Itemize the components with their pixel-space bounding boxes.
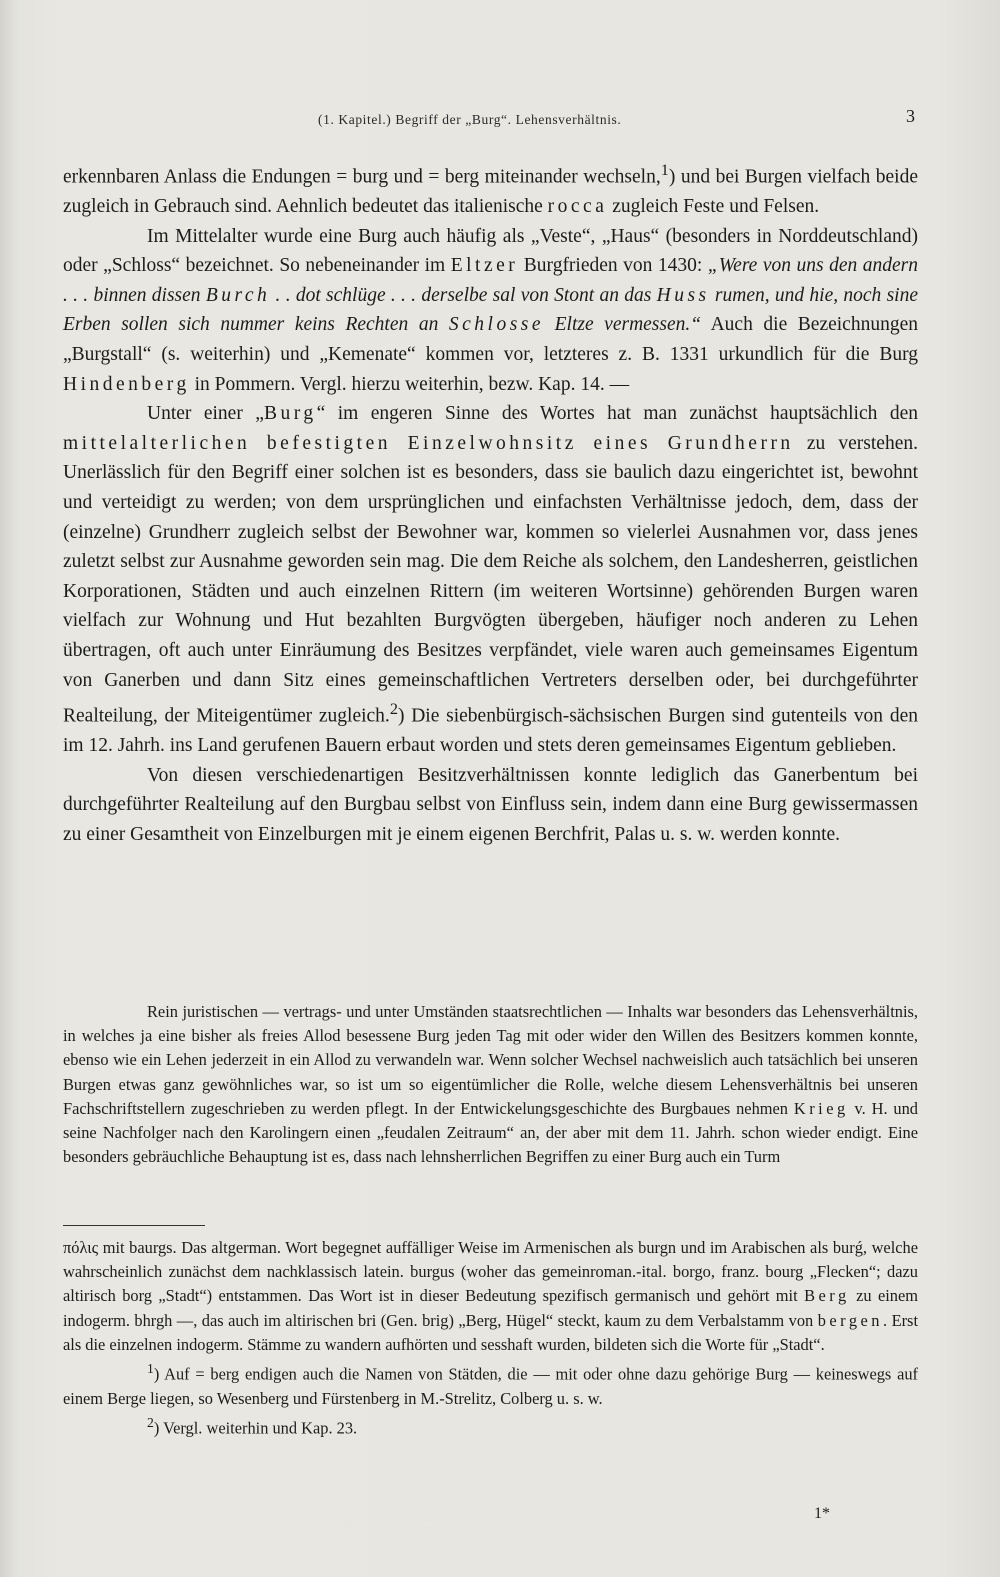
spaced-word: Schlosse bbox=[448, 314, 545, 336]
main-text bbox=[63, 156, 918, 850]
paragraph: Im Mittelalter wurde eine Burg auch häufig als „Veste“, „Haus“ (besonders in Norddeutschland) oder „Schloss“ bezeichnet. So nebeneinander im Eltzer Burgfrieden von 1430: „Were von uns den andern . . . binnen dissen Burch . . dot schlüge . . . derselbe sal von Stont an das Huss rumen, und hie, noch sine Erben sollen sich nummer keins Rechten an Schlosse Eltze vermessen.“ Auch die Bezeichnungen „Burgstall“ (s. weiterhin) und „Kemenate“ kommen vor, letzteres z. B. 1331 urkundlich für die Burg Hindenberg in Pommern. Vergl. hierzu weiterhin, bezw. Kap. 14. — bbox=[63, 225, 919, 395]
quotation: Eltze vermessen.“ bbox=[544, 314, 702, 336]
footnote-marker: 1 bbox=[147, 1361, 154, 1377]
paragraph: Unter einer „Burg“ im engeren Sinne des Wortes hat man zunächst hauptsächlich den mittelalterlichen befestigten Einzelwohnsitz eines Grundherrn zu verstehen. Unerlässlich für den Begriff einer solchen ist es besonders, dass sie baulich dazu eingerichtet ist, bewohnt und verteidigt zu werden; von dem ursprünglichen und einfachsten Verhältnisse jedoch, dem, dass der (einzelne) Grundherr zugleich selbst der Bewohner war, kommen so vielerlei Ausnahmen vor, dass jenes zuletzt selbst zur Ausnahme geworden sein mag. Die dem Reiche als solchem, den Landesherren, geistlichen Korporationen, Städten und auch einzelnen Rittern (im weiteren Wortsinne) gehörenden Burgen waren vielfach zur Wohnung und Hut bezahlten Burgvögten übergeben, häufiger noch anderen zu Lehen übertragen, oft auch unter Einräumung des Besitzes verpfändet, viele waren auch gemeinsames Eigentum von Ganerben und dann Sitz eines gemeinschaftlichen Vertreters derselben oder, bei durchgeführter Realteilung, der Miteigentümer zugleich.$^2$) Die siebenbürgisch-sächsischen Burgen sind gutenteils von den im 12. Jahrh. ins Land gerufenen Bauern erbaut worden und stets deren gemeinsames Eigentum geblieben. bbox=[63, 403, 918, 757]
footnote-2: $^2$) Vergl. weiterhin und Kap. 23. bbox=[147, 1414, 358, 1438]
footnote-marker: 2 bbox=[147, 1414, 154, 1430]
spaced-word: Huss bbox=[656, 284, 710, 306]
footnote-1: $^1$) Auf = berg endigen auch die Namen von Stätden, die — mit oder ohne dazu gehörige Burg — keineswegs auf einem Berge liegen, so Wesenberg und Fürstenberg in M.-Strelitz, Colberg u. s. w. bbox=[63, 1361, 918, 1408]
footnote-rule bbox=[63, 1225, 205, 1226]
spaced-word: Krieg bbox=[793, 1098, 849, 1118]
quotation: rumen, und hie, noch sine Erben sollen sich nummer keins Rechten an bbox=[63, 284, 918, 336]
spaced-word: rocca bbox=[547, 196, 608, 218]
spaced-word: bergen bbox=[817, 1310, 884, 1330]
spaced-word: Eltzer bbox=[450, 255, 519, 277]
footnote-ref: 2 bbox=[389, 700, 398, 719]
footnote-continued: πόλις mit baurgs. Das altgerman. Wort begegnet auffälliger Weise im Armenischen als burgn und im Arabischen als burǵ, welche wahrscheinlich zunächst dem nachklassisch latein. burgus (woher das gemeinroman.-ital. borgo, franz. bourg „Flecken“; dazu altirisch borg „Stadt“) entstammen. Das Wort ist in dieser Bedeutung spezifisch germanisch und gehört mit Berg zu einem indogerm. bhrgh —, das auch im altirischen bri (Gen. brig) „Berg, Hügel“ steckt, kaum zu dem Verbalstamm von bergen. Erst als die einzelnen indogerm. Stämme zu wandern aufhörten und sesshaft wurden, bildeten sich die Worte für „Stadt“. bbox=[63, 1238, 918, 1354]
spaced-word: Burg bbox=[263, 403, 317, 425]
spaced-phrase: mittelalterlichen befestigten Einzelwohnsitz eines Grundherrn bbox=[63, 432, 794, 454]
spaced-word: Berg bbox=[804, 1286, 850, 1306]
footnote-ref: 1 bbox=[660, 161, 669, 179]
quotation: . . dot schlüge . . . derselbe sal von Stont an das bbox=[270, 284, 657, 306]
paragraph: erkennbaren Anlass die Endungen = burg und = berg miteinander wechseln,$^1$) und bei Burgen vielfach beide zugleich in Gebrauch sind. Aehnlich bedeutet das italienische rocca zugleich Feste und Felsen. bbox=[63, 161, 918, 218]
small-print-section bbox=[63, 1000, 918, 1169]
paragraph: Rein juristischen — vertrags- und unter Umständen staatsrechtlichen — Inhalts war besonders das Lehensverhältnis, in welches ja eine bisher als freies Allod besessene Burg jeden Tag mit oder wider den Willen des Besitzers kommen konnte, ebenso wie ein Lehen jederzeit in ein Allod zu verwandeln war. Wenn solcher Wechsel nachweislich auch tatsächlich bei unseren Burgen etwas ganz gewöhnliches war, so ist um so eigentümlicher die Rolle, welche diesem Lehensverhältnis bei unseren Fachschriftstellern zugeschrieben zu werden pflegt. In der Entwickelungsgeschichte des Burgbaues nehmen Krieg v. H. und seine Nachfolger nach den Karolingern einen „feudalen Zeitraum“ an, der aber mit dem 11. Jahrh. schon wieder endigt. Eine besonders gebräuchliche Behauptung ist es, dass nach lehnsherrlichen Begriffen zu einer Burg auch ein Turm bbox=[63, 1002, 918, 1167]
page-number: 3 bbox=[906, 106, 915, 126]
spaced-word: Burch bbox=[205, 284, 271, 306]
signature-mark: 1* bbox=[814, 1505, 830, 1522]
running-header: (1. Kapitel.) Begriff der „Burg“. Lehensverhältnis. bbox=[318, 112, 622, 127]
spaced-word: Hindenberg bbox=[63, 373, 190, 395]
quotation: „Were von uns den andern . . . binnen dissen bbox=[63, 255, 919, 306]
paragraph: Von diesen verschiedenartigen Besitzverhältnissen konnte lediglich das Ganerbentum bei durchgeführter Realteilung auf den Burgbau selbst von Einfluss sein, indem dann eine Burg gewissermassen zu einer Gesamtheit von Einzelburgen mit je einem eigenen Berchfrit, Palas u. s. w. werden konnte. bbox=[63, 764, 918, 846]
footnotes bbox=[63, 1236, 918, 1441]
